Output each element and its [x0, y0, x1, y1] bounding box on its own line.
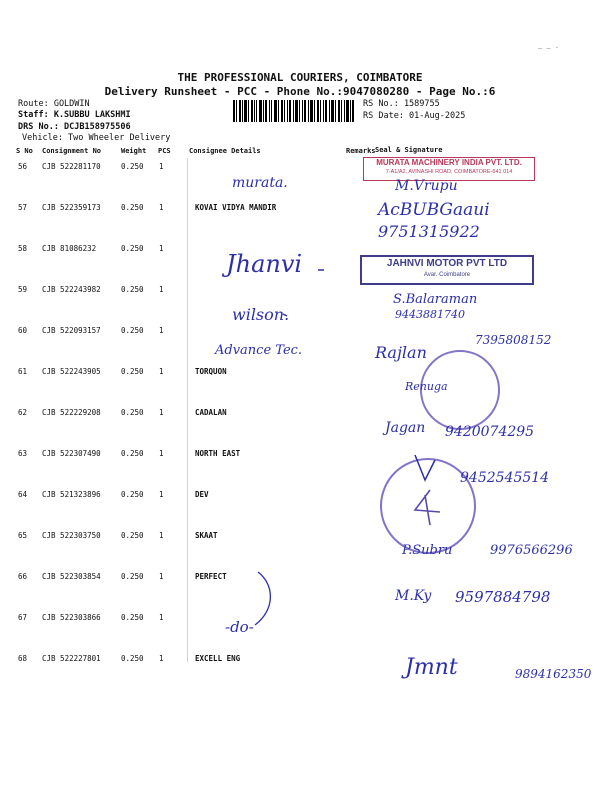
rs-number: RS No.: 1589755 [363, 99, 440, 109]
row-weight: 0.250 [121, 449, 144, 458]
handwritten-phone: 9894162350 [515, 667, 592, 681]
handwritten-phone: 9420074295 [445, 424, 535, 440]
row-consignment: CJB 81086232 [42, 244, 97, 253]
row-sno: 64 [18, 490, 28, 499]
row-pcs: 1 [159, 490, 164, 499]
row-weight: 0.250 [121, 162, 144, 171]
row-consignee: PERFECT [195, 572, 227, 581]
vehicle-text: Vehicle: Two Wheeler Delivery [22, 133, 171, 143]
row-consignment: CJB 522093157 [42, 326, 101, 335]
row-pcs: 1 [159, 367, 164, 376]
row-consignment: CJB 522227801 [42, 654, 101, 663]
row-weight: 0.250 [121, 285, 144, 294]
row-sno: 68 [18, 654, 28, 663]
row-weight: 0.250 [121, 367, 144, 376]
handwritten-signature: Renuga [405, 380, 448, 393]
row-weight: 0.250 [121, 244, 144, 253]
handwritten-phone: 9443881740 [395, 308, 465, 321]
row-weight: 0.250 [121, 613, 144, 622]
row-weight: 0.250 [121, 531, 144, 540]
row-pcs: 1 [159, 244, 164, 253]
stamp-line: Avar. Coimbatore [423, 272, 471, 278]
col-weight: Weight [121, 147, 147, 155]
row-consignment: CJB 521323896 [42, 490, 101, 499]
rs-date: RS Date: 01-Aug-2025 [363, 111, 466, 121]
col-seal-signature: Seal & Signature [375, 146, 443, 154]
row-weight: 0.250 [121, 654, 144, 663]
handwritten-phone: 9452545514 [460, 470, 550, 486]
row-sno: 60 [18, 326, 28, 335]
row-consignee: TORQUON [195, 367, 227, 376]
row-sno: 63 [18, 449, 28, 458]
row-consignee: NORTH EAST [195, 449, 241, 458]
row-weight: 0.250 [121, 490, 144, 499]
handwritten-consignee: wilson. [232, 305, 290, 324]
row-pcs: 1 [159, 203, 164, 212]
row-consignee: CADALAN [195, 408, 227, 417]
row-consignment: CJB 522243982 [42, 285, 101, 294]
row-sno: 65 [18, 531, 28, 540]
row-consignment: CJB 522229208 [42, 408, 101, 417]
row-sno: 56 [18, 162, 28, 171]
row-pcs: 1 [159, 285, 164, 294]
row-pcs: 1 [159, 162, 164, 171]
row-pcs: 1 [159, 449, 164, 458]
route-text: Route: GOLDWIN [18, 99, 90, 109]
col-pcs: PCS [158, 147, 171, 155]
row-consignee: EXCELL ENG [195, 654, 241, 663]
row-sno: 57 [18, 203, 28, 212]
row-consignment: CJB 522303854 [42, 572, 101, 581]
row-pcs: 1 [159, 654, 164, 663]
row-sno: 67 [18, 613, 28, 622]
row-sno: 66 [18, 572, 28, 581]
staff-text: Staff: K.SUBBU LAKSHMI [18, 110, 131, 120]
row-consignment: CJB 522243905 [42, 367, 101, 376]
handwritten-ditto-mark: -do- [225, 618, 254, 636]
handwritten-signature: S.Balaraman [393, 292, 478, 307]
handwritten-consignee: Jhanvi [226, 250, 303, 278]
row-weight: 0.250 [121, 203, 144, 212]
handwritten-signature: AcBUBGaaui [378, 200, 490, 220]
row-sno: 58 [18, 244, 28, 253]
handwritten-phone: 9597884798 [455, 588, 551, 606]
row-pcs: 1 [159, 326, 164, 335]
row-consignee: DEV [195, 490, 209, 499]
stamp-line: 7-A1/A2, AVINASHI ROAD, COIMBATORE-641 014 [385, 169, 513, 175]
handwritten-consignee: murata. [232, 175, 288, 191]
top-corner-mark: – – · [538, 44, 560, 52]
handwritten-phone: 9751315922 [378, 222, 480, 241]
row-sno: 59 [18, 285, 28, 294]
row-sno: 61 [18, 367, 28, 376]
stamp-line: MURATA MACHINERY INDIA PVT. LTD. [376, 158, 522, 167]
row-consignee: KOVAI VIDYA MANDIR [195, 203, 277, 212]
runsheet-subtitle: Delivery Runsheet - PCC - Phone No.:9047080280 - Page No.:6 [104, 85, 496, 98]
row-consignment: CJB 522359173 [42, 203, 101, 212]
row-pcs: 1 [159, 572, 164, 581]
col-remarks: Remarks [346, 147, 376, 155]
col-sno: S No [16, 147, 33, 155]
row-weight: 0.250 [121, 572, 144, 581]
row-pcs: 1 [159, 408, 164, 417]
handwritten-consignee: Advance Tec. [215, 343, 303, 358]
row-pcs: 1 [159, 613, 164, 622]
handwritten-phone: 9976566296 [490, 543, 573, 558]
row-consignee: SKAAT [195, 531, 218, 540]
row-sno: 62 [18, 408, 28, 417]
company-title: THE PROFESSIONAL COURIERS, COIMBATORE [177, 71, 423, 84]
handwritten-signature: Jagan [385, 420, 426, 436]
handwritten-signature: P.Subru [402, 543, 453, 558]
handwritten-signature: M.Vrupu [395, 178, 458, 194]
handwritten-signature: Rajlan [375, 343, 427, 362]
drs-number: DRS No.: DCJB158975506 [18, 122, 131, 132]
handwritten-signature: Jmnt [405, 655, 458, 680]
row-consignment: CJB 522303866 [42, 613, 101, 622]
stamp-line: JAHNVI MOTOR PVT LTD [386, 258, 508, 269]
row-consignment: CJB 522303750 [42, 531, 101, 540]
handwritten-signature: M.Ky [395, 588, 432, 604]
row-weight: 0.250 [121, 408, 144, 417]
row-pcs: 1 [159, 531, 164, 540]
handwritten-phone: 7395808152 [475, 333, 552, 347]
row-weight: 0.250 [121, 326, 144, 335]
col-consignment: Consignment No [42, 147, 102, 155]
col-consignee: Consignee Details [189, 147, 261, 155]
row-consignment: CJB 522307490 [42, 449, 101, 458]
row-consignment: CJB 522281170 [42, 162, 101, 171]
